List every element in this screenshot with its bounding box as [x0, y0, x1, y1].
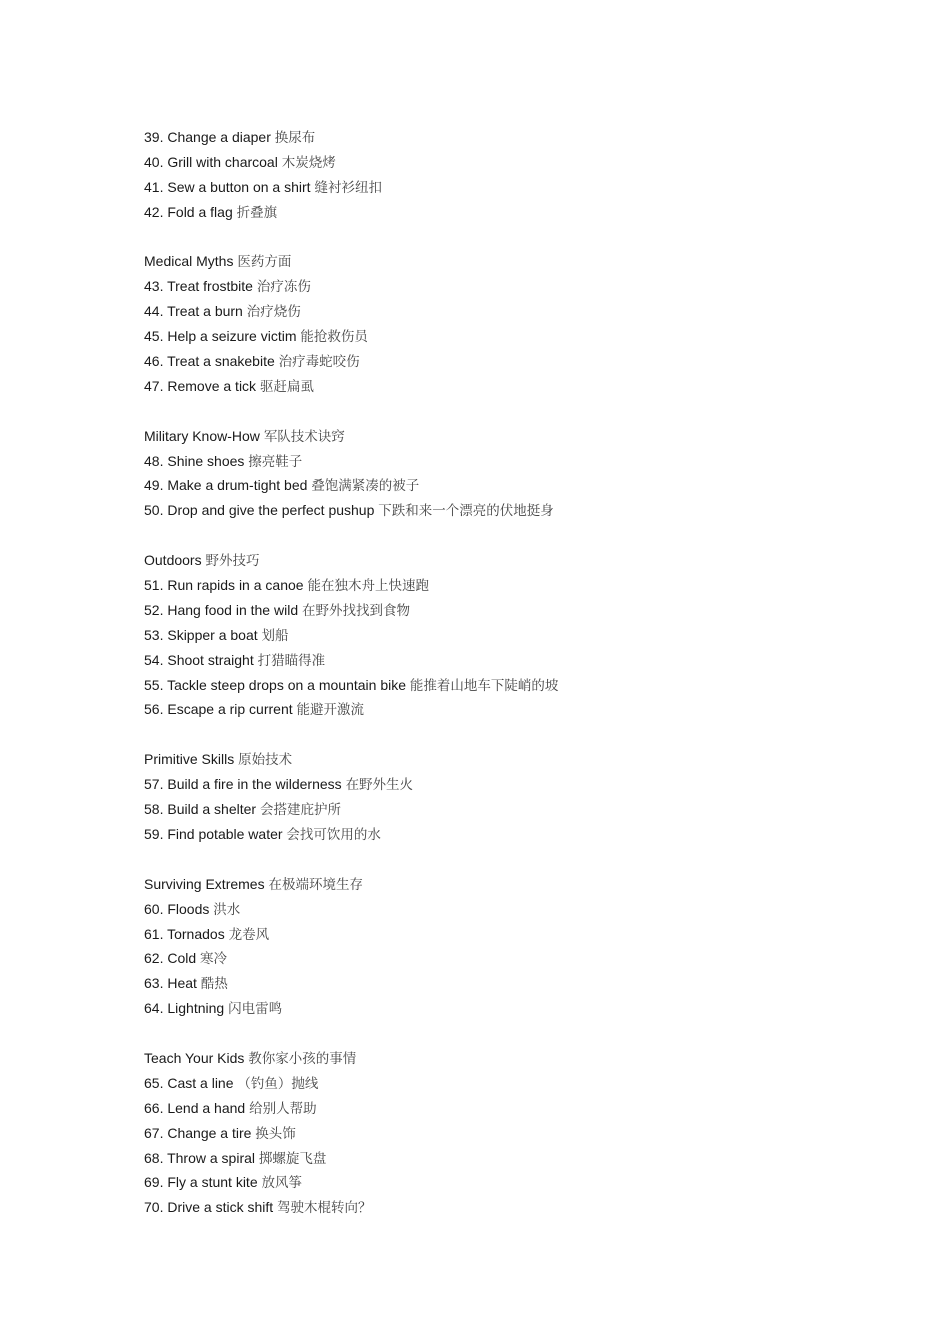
section: [144, 847, 904, 1021]
list-item-english: 41. Sew a button on a shirt: [144, 178, 311, 195]
section-heading-chinese: 野外技巧: [205, 553, 260, 570]
list-item-english: 49. Make a drum-tight bed: [144, 477, 308, 494]
section-heading: [144, 1046, 904, 1071]
list-item-english: 65. Cast a line: [144, 1074, 234, 1091]
list-item: [144, 822, 904, 847]
list-item-english: 58. Build a shelter: [144, 801, 257, 818]
list-item-english: 68. Throw a spiral: [144, 1149, 256, 1166]
section-heading-english: Surviving Extremes: [144, 875, 265, 892]
list-item-chinese: 会找可饮用的水: [286, 826, 381, 843]
section-heading: [144, 747, 904, 772]
list-item: [144, 374, 904, 399]
list-item: [144, 673, 904, 698]
list-item: [144, 274, 904, 299]
list-item-chinese: 在野外找找到食物: [302, 602, 410, 619]
section-heading: [144, 872, 904, 897]
list-item-chinese: 木炭烧烤: [281, 154, 336, 171]
list-item-chinese: 治疗毒蛇咬伤: [278, 354, 360, 371]
list-item: [144, 150, 904, 175]
list-item: [144, 598, 904, 623]
list-item-chinese: 打猎瞄得准: [257, 652, 326, 669]
list-item-english: 55. Tackle steep drops on a mountain bike: [144, 676, 407, 693]
list-item-english: 53. Skipper a boat: [144, 626, 258, 643]
list-item-chinese: 换头饰: [255, 1125, 296, 1142]
list-item-english: 45. Help a seizure victim: [144, 328, 297, 345]
list-item-english: 64. Lightning: [144, 1000, 225, 1017]
list-item: [144, 1071, 904, 1096]
list-item-english: 57. Build a fire in the wilderness: [144, 776, 342, 793]
section: [144, 225, 904, 399]
list-item: [144, 996, 904, 1021]
document-body: [144, 125, 904, 1220]
list-item-chinese: 换尿布: [274, 130, 316, 146]
list-item-chinese: 给别人帮助: [249, 1100, 317, 1117]
list-item: [144, 1121, 904, 1146]
section-spacer: [144, 225, 904, 250]
section-spacer: [144, 523, 904, 548]
list-item-chinese: 下跌和来一个漂亮的伏地挺身: [378, 503, 554, 520]
list-item: [144, 299, 904, 324]
section-heading-chinese: 在极端环境生存: [268, 876, 363, 893]
list-item-chinese: 治疗烧伤: [246, 304, 301, 321]
section-heading-chinese: 教你家小孩的事情: [248, 1050, 357, 1067]
list-item: [144, 324, 904, 349]
list-item-english: 52. Hang food in the wild: [144, 601, 299, 618]
section-heading-chinese: 原始技术: [238, 752, 293, 769]
list-item-chinese: 放风筝: [261, 1175, 302, 1192]
section: [144, 722, 904, 846]
list-item-chinese: 折叠旗: [236, 204, 278, 221]
list-item-chinese: 治疗冻伤: [256, 279, 311, 296]
section: [144, 399, 904, 523]
list-item-english: 43. Treat frostbite: [144, 278, 253, 295]
list-item-chinese: （钓鱼）抛线: [237, 1075, 319, 1092]
section-spacer: [144, 1021, 904, 1046]
list-item-chinese: 在野外生火: [345, 777, 414, 794]
section: [144, 125, 904, 225]
section-heading-chinese: 军队技术诀窍: [263, 428, 345, 445]
list-item: [144, 200, 904, 225]
section-spacer: [144, 722, 904, 747]
list-item: [144, 1195, 904, 1220]
list-item: [144, 498, 904, 523]
list-item-chinese: 能在独木舟上快速跑: [307, 578, 429, 595]
list-item-english: 51. Run rapids in a canoe: [144, 577, 304, 594]
list-item-english: 63. Heat: [144, 975, 197, 992]
list-item-chinese: 缝衬衫纽扣: [314, 179, 382, 196]
list-item-english: 47. Remove a tick: [144, 377, 257, 394]
list-item-english: 60. Floods: [144, 900, 210, 917]
list-item-english: 50. Drop and give the perfect pushup: [144, 502, 375, 519]
list-item-english: 70. Drive a stick shift: [144, 1199, 274, 1216]
list-item-chinese: 闪电雷鸣: [228, 1001, 283, 1018]
list-item: [144, 971, 904, 996]
section-heading-english: Outdoors: [144, 552, 202, 569]
section-spacer: [144, 399, 904, 424]
list-item-chinese: 驾驶木棍转向？: [277, 1200, 372, 1217]
section-heading: [144, 424, 904, 449]
section-heading-english: Medical Myths: [144, 253, 234, 270]
list-item: [144, 449, 904, 474]
list-item-english: 54. Shoot straight: [144, 651, 254, 668]
list-item-english: 66. Lend a hand: [144, 1099, 246, 1116]
list-item-english: 42. Fold a flag: [144, 203, 233, 220]
list-item-chinese: 擦亮鞋子: [248, 453, 303, 470]
list-item-english: 69. Fly a stunt kite: [144, 1174, 258, 1191]
section-heading-english: Military Know-How: [144, 427, 260, 444]
list-item-chinese: 划船: [261, 627, 289, 644]
list-item-chinese: 会搭建庇护所: [259, 802, 341, 819]
list-item-english: 61. Tornados: [144, 925, 225, 942]
list-item: [144, 697, 904, 722]
list-item: [144, 797, 904, 822]
list-item: [144, 648, 904, 673]
section: [144, 1021, 904, 1220]
list-item: [144, 623, 904, 648]
list-item-chinese: 酷热: [200, 976, 228, 993]
list-item-chinese: 掷螺旋飞盘: [258, 1150, 327, 1167]
list-item: [144, 946, 904, 971]
list-item-chinese: 龙卷风: [228, 926, 270, 943]
list-item-english: 48. Shine shoes: [144, 452, 245, 469]
section-heading-chinese: 医药方面: [237, 254, 292, 271]
list-item: [144, 897, 904, 922]
list-item-chinese: 能推着山地车下陡峭的坡: [409, 677, 559, 694]
section-heading: [144, 548, 904, 573]
list-item: [144, 175, 904, 200]
list-item-chinese: 寒冷: [200, 951, 228, 968]
section-heading: [144, 249, 904, 274]
list-item-chinese: 驱赶扁虱: [259, 378, 314, 395]
list-item: [144, 922, 904, 947]
list-item: [144, 1096, 904, 1121]
section-spacer: [144, 847, 904, 872]
list-item: [144, 349, 904, 374]
list-item: [144, 125, 904, 150]
list-item-english: 40. Grill with charcoal: [144, 153, 278, 170]
list-item-english: 39. Change a diaper: [144, 129, 271, 145]
list-item-english: 67. Change a tire: [144, 1124, 252, 1141]
section-heading-english: Teach Your Kids: [144, 1049, 245, 1066]
section-heading-english: Primitive Skills: [144, 751, 235, 768]
list-item-chinese: 叠饱满紧凑的被子: [311, 478, 420, 495]
list-item-chinese: 洪水: [213, 901, 241, 918]
list-item-english: 44. Treat a burn: [144, 303, 243, 320]
list-item: [144, 772, 904, 797]
section: [144, 523, 904, 722]
list-item: [144, 1170, 904, 1195]
list-item-english: 59. Find potable water: [144, 825, 283, 842]
list-item-english: 62. Cold: [144, 950, 197, 967]
list-item: [144, 473, 904, 498]
list-item: [144, 573, 904, 598]
list-item-chinese: 能抢救伤员: [300, 329, 368, 346]
list-item-english: 56. Escape a rip current: [144, 701, 293, 718]
list-item-chinese: 能避开激流: [296, 702, 365, 719]
list-item-english: 46. Treat a snakebite: [144, 353, 275, 370]
list-item: [144, 1146, 904, 1171]
